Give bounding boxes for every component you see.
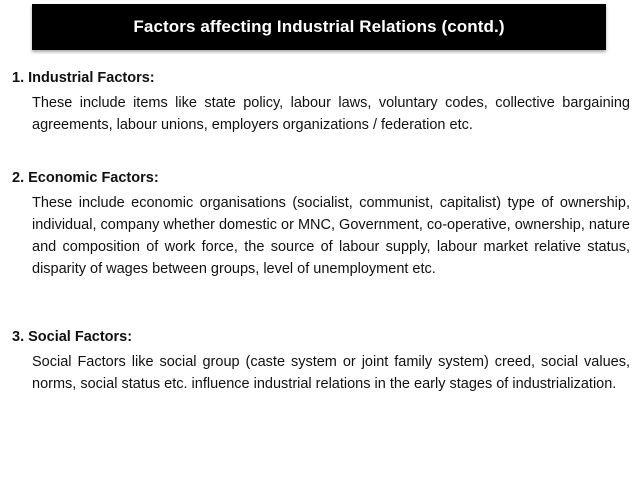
section-body: These include economic organisations (socialist, communist, capitalist) type of ownership, individual, company whether domestic or MNC, Government, co-operative, ownership, nature and composition of work force, the source of labour supply, labour market relative status, disparity of wages between groups, level of unemployment etc. [32,195,630,277]
slide-title: Factors affecting Industrial Relations (contd.) [133,17,505,36]
section-body: Social Factors like social group (caste system or joint family system) creed, social values, norms, social status etc. influence industrial relations in the early stages of industrialization. [32,354,630,392]
section-body: These include items like state policy, labour laws, voluntary codes, collective bargaining agreements, labour unions, employers organizations / federation etc. [32,95,630,133]
section-heading: 2. Economic Factors: [12,170,159,186]
section-economic-factors [12,168,630,280]
section-heading: 1. Industrial Factors: [12,70,155,86]
section-social-factors [12,327,630,395]
section-heading: 3. Social Factors: [12,329,133,345]
section-industrial-factors [12,68,630,136]
title-bar [32,4,606,50]
